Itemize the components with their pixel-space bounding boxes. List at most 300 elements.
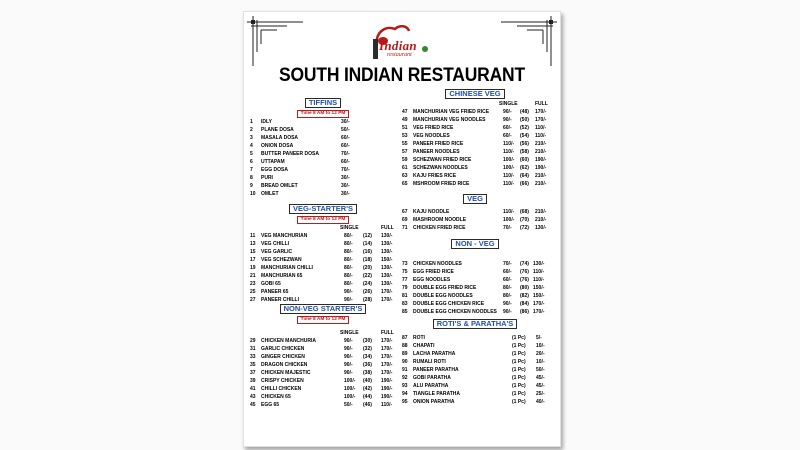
item-single-price: 60/- bbox=[503, 125, 512, 131]
item-full-price: 110/- bbox=[533, 277, 545, 283]
item-single-price: 110/- bbox=[503, 141, 515, 147]
item-quantity: (1 Pc) bbox=[512, 375, 526, 381]
restaurant-logo bbox=[373, 23, 433, 63]
item-name: CHICKEN MAJESTIC bbox=[261, 370, 311, 376]
item-price: 10/- bbox=[536, 359, 545, 365]
veg-heading: VEG bbox=[463, 194, 487, 204]
item-name: VEG GARLIC bbox=[261, 249, 293, 255]
item-single-price: 90/- bbox=[344, 370, 353, 376]
item-full-price: 130/- bbox=[533, 261, 545, 267]
menu-item-row bbox=[402, 366, 548, 374]
menu-item-row bbox=[250, 385, 396, 393]
item-number: 25 bbox=[250, 289, 256, 295]
item-full-price: 210/- bbox=[535, 209, 547, 215]
item-quantity: (1 Pc) bbox=[512, 351, 526, 357]
menu-item-row bbox=[250, 118, 396, 126]
item-number: 13 bbox=[250, 241, 256, 247]
menu-item-row bbox=[402, 124, 548, 132]
item-price: 60/- bbox=[341, 135, 350, 141]
item-full-price: 170/- bbox=[381, 354, 393, 360]
item-single-price: 100/- bbox=[503, 157, 515, 163]
item-full-code: (38) bbox=[363, 370, 372, 376]
item-number: 87 bbox=[402, 335, 408, 341]
page-title: SOUTH INDIAN RESTAURANT bbox=[279, 65, 525, 86]
item-full-price: 130/- bbox=[381, 233, 393, 239]
item-number: 39 bbox=[250, 378, 256, 384]
full-header: FULL bbox=[381, 225, 394, 231]
veg-section bbox=[402, 194, 548, 232]
item-number: 15 bbox=[250, 249, 256, 255]
item-number: 7 bbox=[250, 167, 253, 173]
tiffins-heading: TIFFINS bbox=[305, 98, 341, 108]
item-name: CHILLI CHICKEN bbox=[261, 386, 302, 392]
nonveg-heading: NON - VEG bbox=[451, 239, 498, 249]
menu-item-row bbox=[402, 398, 548, 406]
item-single-price: 90/- bbox=[503, 301, 512, 307]
item-full-price: 190/- bbox=[381, 378, 393, 384]
menu-item-row bbox=[402, 308, 548, 316]
item-single-price: 80/- bbox=[344, 257, 353, 263]
item-name: PANEER NOODLES bbox=[413, 149, 460, 155]
item-full-code: (56) bbox=[520, 141, 529, 147]
tiffins-section bbox=[250, 98, 396, 198]
item-single-price: 110/- bbox=[503, 209, 515, 215]
item-name: PANEER 65 bbox=[261, 289, 289, 295]
item-quantity: (1 Pc) bbox=[512, 399, 526, 405]
item-full-price: 130/- bbox=[381, 241, 393, 247]
item-number: 88 bbox=[402, 343, 408, 349]
item-number: 53 bbox=[402, 133, 408, 139]
item-number: 9 bbox=[250, 183, 253, 189]
menu-item-row bbox=[402, 164, 548, 172]
item-name: RUMALI ROTI bbox=[413, 359, 446, 365]
item-name: EGG DOSA bbox=[261, 167, 288, 173]
item-number: 65 bbox=[402, 181, 408, 187]
item-single-price: 110/- bbox=[503, 173, 515, 179]
item-full-price: 110/- bbox=[381, 402, 393, 408]
corner-ornament-top-left-icon bbox=[247, 16, 303, 66]
item-name: BREAD OMLET bbox=[261, 183, 298, 189]
item-full-code: (76) bbox=[520, 277, 529, 283]
item-full-price: 210/- bbox=[535, 217, 547, 223]
item-quantity: (1 Pc) bbox=[512, 391, 526, 397]
item-full-code: (20) bbox=[363, 265, 372, 271]
item-price: 50/- bbox=[536, 367, 545, 373]
item-name: DRAGON CHICKEN bbox=[261, 362, 308, 368]
item-price: 10/- bbox=[536, 343, 545, 349]
item-number: 31 bbox=[250, 346, 256, 352]
item-full-price: 190/- bbox=[381, 394, 393, 400]
item-name: GINGER CHICKEN bbox=[261, 354, 305, 360]
menu-item-row bbox=[250, 150, 396, 158]
item-full-code: (70) bbox=[520, 217, 529, 223]
item-full-price: 110/- bbox=[533, 269, 545, 275]
menu-item-row bbox=[402, 216, 548, 224]
item-number: 61 bbox=[402, 165, 408, 171]
item-number: 81 bbox=[402, 293, 408, 299]
item-name: GOBI 65 bbox=[261, 281, 281, 287]
item-full-code: (48) bbox=[520, 109, 529, 115]
item-single-price: 80/- bbox=[344, 241, 353, 247]
menu-item-row bbox=[402, 358, 548, 366]
item-number: 51 bbox=[402, 125, 408, 131]
item-number: 75 bbox=[402, 269, 408, 275]
menu-item-row bbox=[250, 393, 396, 401]
item-full-price: 130/- bbox=[381, 265, 393, 271]
item-full-code: (86) bbox=[520, 309, 529, 315]
item-name: MANCHURIAN CHILLI bbox=[261, 265, 313, 271]
item-name: PANEER FRIED RICE bbox=[413, 141, 464, 147]
item-full-code: (26) bbox=[363, 289, 372, 295]
item-single-price: 60/- bbox=[503, 133, 512, 139]
item-full-code: (64) bbox=[520, 173, 529, 179]
nonveg-starters-time: Time 8 AM to 12 PM bbox=[297, 316, 350, 324]
item-number: 11 bbox=[250, 233, 256, 239]
item-name: CRISPY CHICKEN bbox=[261, 378, 304, 384]
item-number: 57 bbox=[402, 149, 408, 155]
menu-item-row bbox=[402, 342, 548, 350]
item-name: MASHROOM NOODLE bbox=[413, 217, 467, 223]
item-name: UTTAPAM bbox=[261, 159, 285, 165]
menu-item-row bbox=[250, 296, 396, 304]
item-name: CHICKEN MANCHURIA bbox=[261, 338, 316, 344]
item-number: 85 bbox=[402, 309, 408, 315]
menu-item-row bbox=[250, 240, 396, 248]
item-name: CHICKEN 65 bbox=[261, 394, 291, 400]
item-single-price: 90/- bbox=[344, 289, 353, 295]
item-single-price: 100/- bbox=[503, 165, 515, 171]
item-name: CHICKEN FRIED RICE bbox=[413, 225, 466, 231]
menu-item-row bbox=[250, 174, 396, 182]
item-number: 4 bbox=[250, 143, 253, 149]
item-full-price: 130/- bbox=[381, 281, 393, 287]
item-name: KAJU NOODLE bbox=[413, 209, 450, 215]
item-name: VEG MANCHURIAN bbox=[261, 233, 308, 239]
item-name: LACHA PARATHA bbox=[413, 351, 456, 357]
item-number: 21 bbox=[250, 273, 256, 279]
item-number: 49 bbox=[402, 117, 408, 123]
item-name: MANCHURIAN VEG NOODLES bbox=[413, 117, 486, 123]
item-full-code: (46) bbox=[363, 402, 372, 408]
item-full-code: (32) bbox=[363, 346, 372, 352]
menu-item-row bbox=[250, 182, 396, 190]
item-full-price: 150/- bbox=[533, 293, 545, 299]
item-full-price: 170/- bbox=[381, 289, 393, 295]
item-full-price: 190/- bbox=[381, 386, 393, 392]
menu-item-row bbox=[402, 224, 548, 232]
item-name: ROTI bbox=[413, 335, 425, 341]
item-full-price: 170/- bbox=[535, 117, 547, 123]
item-single-price: 80/- bbox=[344, 249, 353, 255]
item-full-code: (34) bbox=[363, 354, 372, 360]
item-full-price: 170/- bbox=[535, 109, 547, 115]
item-number: 5 bbox=[250, 151, 253, 157]
item-number: 6 bbox=[250, 159, 253, 165]
veg-starters-heading: VEG-STARTER'S bbox=[289, 204, 357, 214]
item-price: 5/- bbox=[536, 335, 542, 341]
item-name: DOUBLE EGG CHICKEN RICE bbox=[413, 301, 485, 307]
logo-text: Indian bbox=[379, 38, 417, 53]
item-name: KAJU FRIES RICE bbox=[413, 173, 457, 179]
menu-item-row bbox=[402, 300, 548, 308]
full-header: FULL bbox=[381, 330, 394, 336]
menu-item-row bbox=[250, 256, 396, 264]
item-full-price: 210/- bbox=[535, 149, 547, 155]
menu-item-row bbox=[250, 345, 396, 353]
item-number: 73 bbox=[402, 261, 408, 267]
item-single-price: 100/- bbox=[344, 386, 356, 392]
item-number: 59 bbox=[402, 157, 408, 163]
single-header: SINGLE bbox=[499, 101, 518, 107]
item-full-code: (82) bbox=[520, 293, 529, 299]
item-number: 3 bbox=[250, 135, 253, 141]
item-full-code: (18) bbox=[363, 257, 372, 263]
menu-item-row bbox=[250, 166, 396, 174]
item-full-code: (22) bbox=[363, 273, 372, 279]
item-full-code: (44) bbox=[363, 394, 372, 400]
item-number: 27 bbox=[250, 297, 256, 303]
item-price: 30/- bbox=[341, 183, 350, 189]
menu-page bbox=[243, 11, 561, 447]
item-quantity: (1 Pc) bbox=[512, 383, 526, 389]
menu-item-row bbox=[402, 108, 548, 116]
item-full-price: 210/- bbox=[535, 173, 547, 179]
item-single-price: 90/- bbox=[503, 117, 512, 123]
item-number: 93 bbox=[402, 383, 408, 389]
item-name: DOUBLE EGG CHICKEN NOODLES bbox=[413, 309, 497, 315]
item-full-code: (12) bbox=[363, 233, 372, 239]
item-name: TIANGLE PARATHA bbox=[413, 391, 461, 397]
item-full-code: (72) bbox=[520, 225, 529, 231]
item-price: 70/- bbox=[341, 167, 350, 173]
item-name: ONION PARATHA bbox=[413, 399, 455, 405]
rotis-section bbox=[402, 319, 548, 406]
menu-item-row bbox=[250, 280, 396, 288]
item-number: 17 bbox=[250, 257, 256, 263]
menu-item-row bbox=[402, 390, 548, 398]
item-single-price: 90/- bbox=[344, 362, 353, 368]
item-single-price: 100/- bbox=[503, 217, 515, 223]
item-name: PANEER PARATHA bbox=[413, 367, 459, 373]
item-single-price: 110/- bbox=[503, 149, 515, 155]
item-name: IDLY bbox=[261, 119, 272, 125]
item-full-code: (16) bbox=[363, 249, 372, 255]
item-price: 40/- bbox=[536, 399, 545, 405]
item-full-price: 150/- bbox=[381, 257, 393, 263]
item-number: 89 bbox=[402, 351, 408, 357]
item-full-code: (58) bbox=[520, 149, 529, 155]
item-name: EGG FRIED RICE bbox=[413, 269, 454, 275]
menu-item-row bbox=[250, 158, 396, 166]
item-name: ONION DOSA bbox=[261, 143, 294, 149]
item-full-code: (80) bbox=[520, 285, 529, 291]
item-full-price: 170/- bbox=[533, 301, 545, 307]
tiffins-time: Time 8 AM to 12 PM bbox=[297, 110, 350, 118]
menu-item-row bbox=[250, 353, 396, 361]
item-full-code: (28) bbox=[363, 297, 372, 303]
item-name: VEG CHILLI bbox=[261, 241, 290, 247]
item-single-price: 80/- bbox=[344, 281, 353, 287]
item-name: MASALA DOSA bbox=[261, 135, 299, 141]
item-single-price: 110/- bbox=[503, 181, 515, 187]
item-single-price: 90/- bbox=[503, 309, 512, 315]
item-number: 47 bbox=[402, 109, 408, 115]
item-single-price: 80/- bbox=[344, 265, 353, 271]
menu-item-row bbox=[402, 132, 548, 140]
item-number: 1 bbox=[250, 119, 253, 125]
item-single-price: 100/- bbox=[344, 394, 356, 400]
item-full-price: 130/- bbox=[381, 273, 393, 279]
item-number: 33 bbox=[250, 354, 256, 360]
item-single-price: 90/- bbox=[344, 354, 353, 360]
item-price: 30/- bbox=[341, 119, 350, 125]
item-single-price: 60/- bbox=[503, 277, 512, 283]
item-number: 43 bbox=[250, 394, 256, 400]
item-full-code: (36) bbox=[363, 362, 372, 368]
menu-item-row bbox=[250, 232, 396, 240]
menu-item-row bbox=[402, 116, 548, 124]
item-number: 41 bbox=[250, 386, 256, 392]
item-price: 45/- bbox=[536, 375, 545, 381]
item-quantity: (1 Pc) bbox=[512, 343, 526, 349]
item-full-code: (76) bbox=[520, 269, 529, 275]
item-number: 63 bbox=[402, 173, 408, 179]
full-header: FULL bbox=[535, 101, 548, 107]
menu-item-row bbox=[250, 248, 396, 256]
menu-item-row bbox=[402, 350, 548, 358]
item-name: MSHROOM FRIED RICE bbox=[413, 181, 470, 187]
item-number: 94 bbox=[402, 391, 408, 397]
item-full-price: 210/- bbox=[535, 181, 547, 187]
menu-item-row bbox=[402, 140, 548, 148]
item-name: EGG NOODLES bbox=[413, 277, 451, 283]
item-name: ALU PARATHA bbox=[413, 383, 449, 389]
item-number: 37 bbox=[250, 370, 256, 376]
menu-item-row bbox=[402, 260, 548, 268]
item-number: 8 bbox=[250, 175, 253, 181]
rotis-heading: ROTI'S & PARATHA'S bbox=[433, 319, 518, 329]
veg-starters-time: Time 8 AM to 12 PM bbox=[297, 216, 350, 224]
menu-item-row bbox=[402, 276, 548, 284]
chinese-veg-heading: CHINESE VEG bbox=[445, 89, 504, 99]
single-header: SINGLE bbox=[340, 330, 359, 336]
menu-item-row bbox=[250, 272, 396, 280]
menu-item-row bbox=[250, 134, 396, 142]
item-single-price: 80/- bbox=[503, 293, 512, 299]
item-name: DOUBLE EGG FRIED RICE bbox=[413, 285, 477, 291]
item-single-price: 80/- bbox=[344, 233, 353, 239]
item-number: 29 bbox=[250, 338, 256, 344]
item-full-code: (30) bbox=[363, 338, 372, 344]
item-full-price: 110/- bbox=[535, 133, 547, 139]
item-number: 69 bbox=[402, 217, 408, 223]
item-number: 71 bbox=[402, 225, 408, 231]
item-full-code: (66) bbox=[520, 181, 529, 187]
corner-ornament-top-right-icon bbox=[501, 16, 557, 66]
item-price: 20/- bbox=[536, 351, 545, 357]
menu-item-row bbox=[402, 292, 548, 300]
menu-item-row bbox=[402, 180, 548, 188]
menu-item-row bbox=[250, 377, 396, 385]
item-full-price: 190/- bbox=[535, 157, 547, 163]
item-full-code: (74) bbox=[520, 261, 529, 267]
item-name: VEG SCHEZWAN bbox=[261, 257, 302, 263]
logo-subtext: restaurant bbox=[387, 52, 412, 58]
item-number: 77 bbox=[402, 277, 408, 283]
item-full-code: (60) bbox=[520, 157, 529, 163]
item-full-price: 170/- bbox=[381, 370, 393, 376]
item-name: BUTTER PANEER DOSA bbox=[261, 151, 319, 157]
item-quantity: (1 Pc) bbox=[512, 367, 526, 373]
nonveg-starters-section bbox=[250, 304, 396, 409]
item-single-price: 50/- bbox=[344, 402, 353, 408]
item-full-price: 170/- bbox=[381, 346, 393, 352]
menu-item-row bbox=[402, 268, 548, 276]
item-number: 19 bbox=[250, 265, 256, 271]
item-name: VEG NOODLES bbox=[413, 133, 450, 139]
item-name: PURI bbox=[261, 175, 273, 181]
item-name: EGG 65 bbox=[261, 402, 280, 408]
single-header: SINGLE bbox=[340, 225, 359, 231]
item-full-price: 130/- bbox=[381, 249, 393, 255]
item-number: 35 bbox=[250, 362, 256, 368]
item-number: 95 bbox=[402, 399, 408, 405]
item-full-code: (40) bbox=[363, 378, 372, 384]
item-full-code: (14) bbox=[363, 241, 372, 247]
menu-item-row bbox=[250, 401, 396, 409]
item-full-price: 170/- bbox=[533, 309, 545, 315]
item-number: 83 bbox=[402, 301, 408, 307]
item-number: 55 bbox=[402, 141, 408, 147]
item-full-price: 210/- bbox=[535, 141, 547, 147]
item-full-code: (84) bbox=[520, 301, 529, 307]
item-single-price: 90/- bbox=[503, 109, 512, 115]
item-number: 45 bbox=[250, 402, 256, 408]
item-name: MANCHURIAN VEG FRIED RICE bbox=[413, 109, 490, 115]
item-number: 67 bbox=[402, 209, 408, 215]
menu-item-row bbox=[402, 172, 548, 180]
item-full-code: (54) bbox=[520, 133, 529, 139]
item-name: PLANE DOSA bbox=[261, 127, 294, 133]
menu-item-row bbox=[402, 208, 548, 216]
menu-item-row bbox=[402, 334, 548, 342]
menu-item-row bbox=[250, 142, 396, 150]
menu-item-row bbox=[402, 156, 548, 164]
item-price: 45/- bbox=[536, 383, 545, 389]
menu-item-row bbox=[250, 369, 396, 377]
item-name: DOUBLE EGG NOODLES bbox=[413, 293, 473, 299]
item-name: MANCHURIAN 65 bbox=[261, 273, 303, 279]
item-full-price: 170/- bbox=[381, 297, 393, 303]
item-full-code: (42) bbox=[363, 386, 372, 392]
item-full-price: 170/- bbox=[381, 362, 393, 368]
item-full-price: 170/- bbox=[381, 338, 393, 344]
item-name: SCHEZWAN FRIED RICE bbox=[413, 157, 472, 163]
item-full-code: (62) bbox=[520, 165, 529, 171]
menu-item-row bbox=[402, 148, 548, 156]
item-number: 90 bbox=[402, 359, 408, 365]
item-price: 30/- bbox=[341, 191, 350, 197]
item-number: 23 bbox=[250, 281, 256, 287]
item-name: PANEER CHILLI bbox=[261, 297, 299, 303]
item-single-price: 90/- bbox=[344, 338, 353, 344]
item-single-price: 80/- bbox=[503, 285, 512, 291]
item-name: CHAPATI bbox=[413, 343, 435, 349]
item-number: 79 bbox=[402, 285, 408, 291]
item-full-code: (24) bbox=[363, 281, 372, 287]
item-price: 25/- bbox=[536, 391, 545, 397]
item-name: VEG FRIED RICE bbox=[413, 125, 454, 131]
